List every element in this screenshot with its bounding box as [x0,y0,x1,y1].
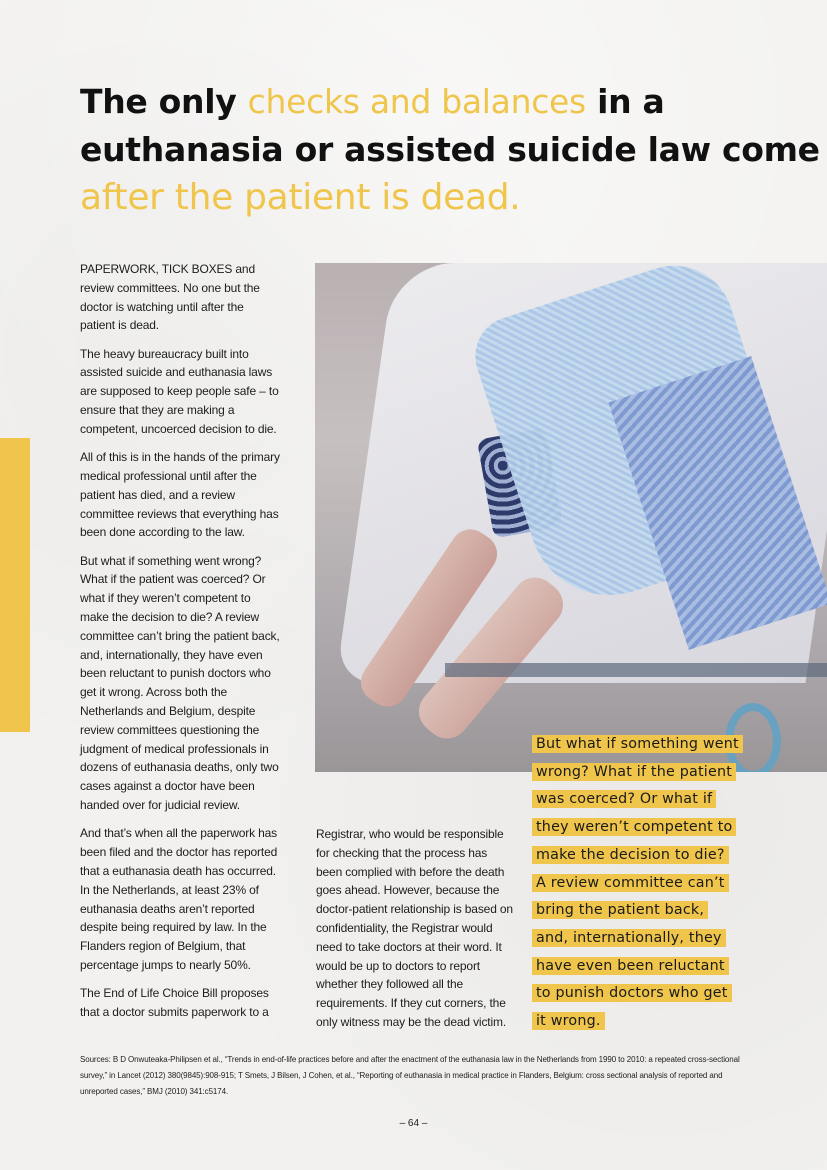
headline-text: in a [585,82,665,121]
pull-quote-text: and, internationally, they [532,929,726,947]
page-number: – 64 – [399,1118,428,1129]
pull-quote-text: bring the patient back, [532,901,708,919]
pull-quote-line [532,953,762,981]
pull-quote-line [532,870,762,898]
pull-quote-text: they weren’t competent to [532,818,736,836]
pull-quote-text: have even been reluctant [532,957,729,975]
pull-quote-text: it wrong. [532,1012,605,1030]
photo-bed-frame-shape [445,663,827,677]
headline-text: The only [80,82,248,121]
pull-quote-line [532,897,762,925]
headline-line-1 [80,78,760,126]
pull-quote-line [532,1008,762,1036]
hospital-bed-photo [315,263,827,772]
sources-footnote: Sources: B D Onwuteaka-Philipsen et al., “Trends in end-of-life practices before and after the enactment of the euthanasia law in the Netherlands from 1990 to 2010: a repeated cross-sectional survey,” in Lancet (2012) 380(9845):908-915; T Smets, J Bilsen, J Cohen, et al., “Reporting of euthanasia in medical practice in Flanders, Belgium: cross sectional analysis of reported and unreported cases,” BMJ (2010) 341:c5174. [80,1055,740,1096]
pull-quote-line [532,842,762,870]
pull-quote [532,731,762,1036]
paragraph: The End of Life Choice Bill proposes that a doctor submits paperwork to a [80,986,269,1019]
pull-quote-text: A review committee can’t [532,874,729,892]
pull-quote-line [532,786,762,814]
pull-quote-text: make the decision to die? [532,846,729,864]
pull-quote-line [532,925,762,953]
paragraph: PAPERWORK, TICK BOXES and review committees. No one but the doctor is watching until after the patient is dead. [80,262,260,333]
pull-quote-text: But what if something went [532,735,743,753]
paragraph: The heavy bureaucracy built into assisted suicide and euthanasia laws are supposed to keep people safe – to ensure that they are making a competent, uncoerced decision to die. [80,346,279,436]
pull-quote-line [532,731,762,759]
pull-quote-line [532,814,762,842]
pull-quote-text: was coerced? Or what if [532,790,716,808]
yellow-accent-bar [0,438,30,732]
paragraph: All of this is in the hands of the primary medical professional until after the patient has died, and a review committee reviews that everything has been done according to the law. [80,450,280,540]
pull-quote-line [532,980,762,1008]
headline-line-3-accent: after the patient is dead. [80,177,521,218]
body-column-left [80,260,280,1031]
page-headline [80,78,820,222]
paragraph: Registrar, who would be responsible for checking that the process has been complied with before the death goes ahead. However, because the doctor-patient relationship is based on confidentiality, the Registrar would need to take doctors at their word. It would be up to doctors to report whether they followed all the requirements. If they cut corners, the only witness may be the dead victim. [316,827,513,1029]
paragraph: And that’s when all the paperwork has been filed and the doctor has reported that a euthanasia death has occurred. In the Netherlands, at least 23% of euthanasia deaths aren’t reported despite being required by law. In the Flanders region of Belgium, that percentage jumps to nearly 50%. [80,826,278,972]
headline-line-2: euthanasia or assisted suicide law come [80,130,820,169]
pull-quote-text: to punish doctors who get [532,984,732,1002]
body-column-middle [316,825,516,1041]
pull-quote-text: wrong? What if the patient [532,763,736,781]
paragraph: But what if something went wrong? What if the patient was coerced? Or what if they weren’t competent to make the decision to die? A review committee can’t bring the patient back, and, internationally, they have even been reluctant to punish doctors who get it wrong. Across both the Netherlands and Belgium, despite review committees questioning the judgment of medical professionals in dozens of euthanasia deaths, only two cases against a doctor have been handed over for judicial review. [80,553,280,813]
headline-accent-text: checks and balances [247,82,586,121]
pull-quote-line [532,759,762,787]
